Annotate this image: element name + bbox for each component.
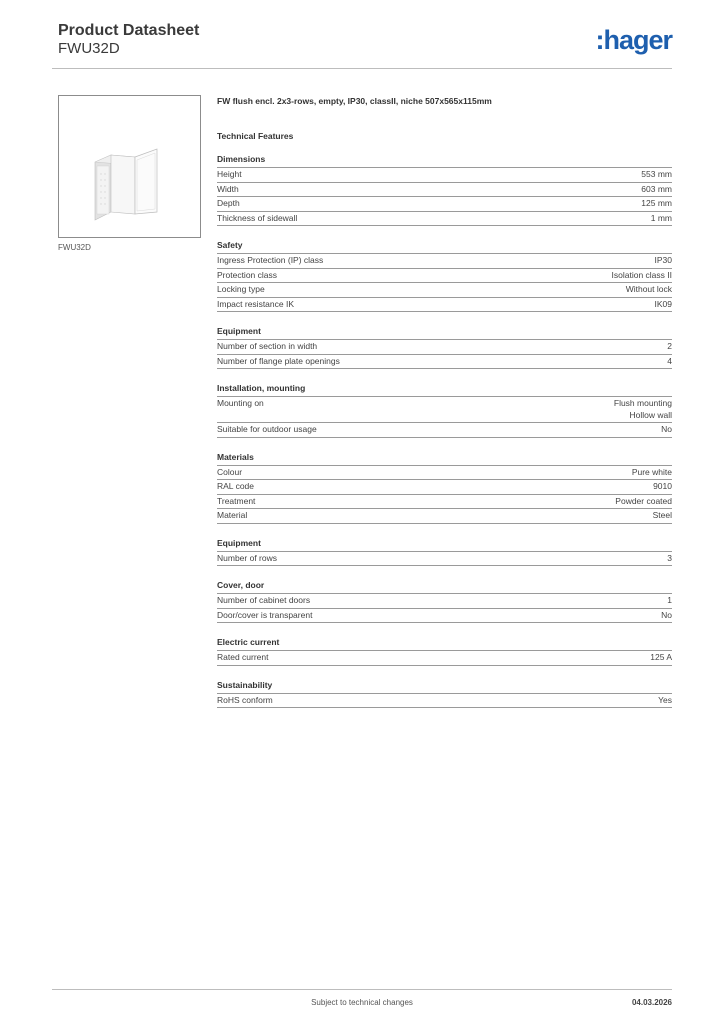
feature-section: [217, 383, 672, 438]
spec-row: [217, 269, 672, 284]
spec-label: Depth: [217, 198, 240, 208]
footer-divider: [52, 989, 672, 990]
spec-label: Door/cover is transparent: [217, 609, 313, 620]
spec-row: [217, 552, 672, 567]
spec-label: Suitable for outdoor usage: [217, 424, 317, 434]
spec-label: Impact resistance IK: [217, 298, 295, 309]
spec-row: [217, 254, 672, 269]
spec-label: Ingress Protection (IP) class: [217, 255, 324, 265]
section-heading: Dimensions: [217, 154, 672, 168]
spec-value: 553 mm: [641, 169, 672, 179]
spec-label: Protection class: [217, 269, 277, 280]
spec-row: [217, 283, 672, 298]
spec-value: 125 A: [650, 652, 672, 662]
spec-label: Treatment: [217, 495, 256, 506]
spec-row: [217, 466, 672, 481]
page-title: Product Datasheet: [58, 22, 200, 39]
section-heading: Materials: [217, 452, 672, 466]
spec-label: RAL code: [217, 481, 255, 491]
spec-row: [217, 609, 672, 624]
feature-section: [217, 580, 672, 623]
feature-section: [217, 680, 672, 709]
spec-label: Number of section in width: [217, 341, 318, 351]
spec-value: Without lock: [625, 284, 672, 294]
product-image-frame: [58, 95, 201, 238]
product-code: FWU32D: [58, 40, 120, 57]
spec-label: Mounting on: [217, 398, 264, 408]
datasheet-content: [217, 95, 672, 708]
spec-value: 4: [667, 355, 672, 366]
feature-section: [217, 538, 672, 567]
spec-row: [217, 480, 672, 495]
section-heading: Equipment: [217, 326, 672, 340]
feature-section: [217, 154, 672, 226]
spec-value: Yes: [658, 694, 672, 705]
spec-label: Number of flange plate openings: [217, 355, 340, 366]
spec-row: [217, 197, 672, 212]
section-heading: Equipment: [217, 538, 672, 552]
spec-row: [217, 168, 672, 183]
section-heading: Cover, door: [217, 580, 672, 594]
spec-value: 125 mm: [641, 198, 672, 208]
spec-row: [217, 212, 672, 227]
image-caption: FWU32D: [58, 243, 91, 252]
spec-label: RoHS conform: [217, 694, 273, 705]
spec-value: No: [661, 424, 672, 434]
feature-section: [217, 240, 672, 312]
spec-label: Colour: [217, 466, 243, 477]
hager-logo: :hager: [595, 25, 672, 55]
technical-features-heading: Technical Features: [217, 131, 294, 141]
footer-note: Subject to technical changes: [311, 998, 413, 1007]
spec-value: IP30: [654, 255, 672, 265]
spec-value: Powder coated: [615, 495, 672, 506]
header-divider: [52, 68, 672, 69]
spec-row: [217, 594, 672, 609]
spec-row: [217, 340, 672, 355]
spec-value: Pure white: [631, 466, 672, 477]
spec-row: [217, 423, 672, 438]
spec-value: 9010: [653, 481, 672, 491]
spec-value: 2: [667, 341, 672, 351]
spec-row: [217, 495, 672, 510]
section-heading: Safety: [217, 240, 672, 254]
spec-label: Height: [217, 169, 242, 179]
spec-label: Number of cabinet doors: [217, 595, 311, 605]
spec-value: No: [661, 609, 672, 620]
spec-row: [217, 298, 672, 313]
feature-section: [217, 637, 672, 666]
spec-row: [217, 355, 672, 370]
spec-label: Thickness of sidewall: [217, 212, 298, 223]
product-description: FW flush encl. 2x3-rows, empty, IP30, classII, niche 507x565x115mm: [217, 96, 492, 106]
spec-row: [217, 694, 672, 709]
spec-label: Material: [217, 510, 248, 520]
enclosure-image: [59, 96, 200, 237]
page-header: [58, 22, 672, 70]
spec-value: 1: [667, 595, 672, 605]
spec-label: Width: [217, 183, 239, 194]
spec-label: Locking type: [217, 284, 265, 294]
spec-value: Flush mounting Hollow wall: [613, 398, 672, 420]
feature-section: [217, 452, 672, 524]
footer-date: 04.03.2026: [631, 998, 672, 1007]
spec-label: Rated current: [217, 652, 269, 662]
spec-value: Steel: [652, 510, 672, 520]
spec-row: [217, 509, 672, 524]
spec-row: [217, 183, 672, 198]
section-heading: Electric current: [217, 637, 672, 651]
spec-value: 1 mm: [650, 212, 672, 223]
section-heading: Sustainability: [217, 680, 672, 694]
feature-section: [217, 326, 672, 369]
spec-value: 603 mm: [641, 183, 672, 194]
spec-value: Isolation class II: [611, 269, 672, 280]
feature-sections: [217, 154, 672, 708]
spec-row: [217, 651, 672, 666]
spec-value: IK09: [654, 298, 672, 309]
spec-value: 3: [667, 552, 672, 563]
section-heading: Installation, mounting: [217, 383, 672, 397]
spec-row: [217, 397, 672, 423]
spec-label: Number of rows: [217, 552, 277, 563]
